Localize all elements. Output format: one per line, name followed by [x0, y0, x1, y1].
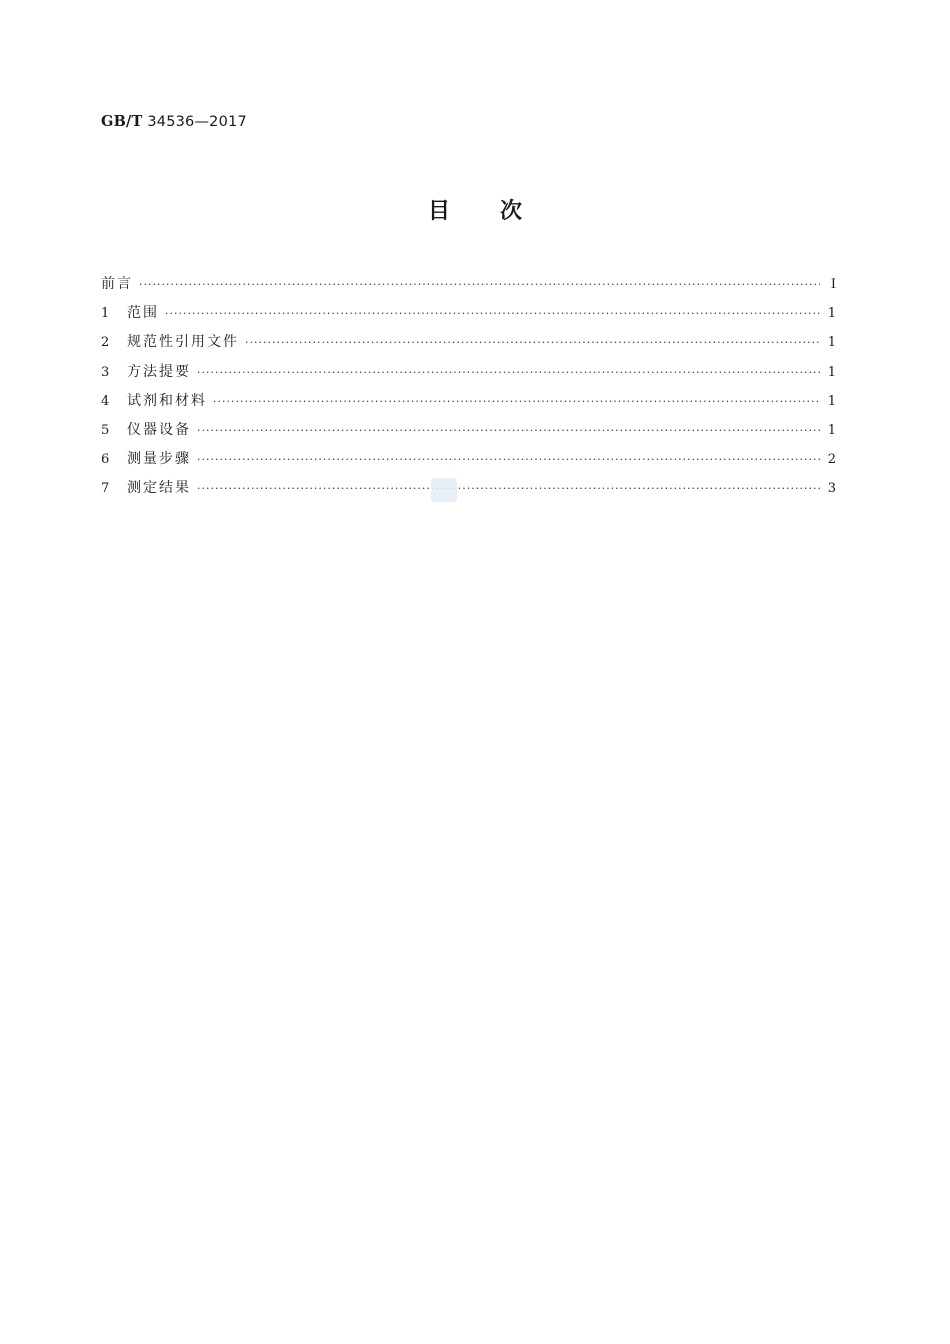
toc-entry-method-summary[interactable] [101, 358, 836, 387]
toc-entry-page: 1 [827, 364, 836, 380]
toc-entry-label: 测定结果 [127, 480, 191, 497]
toc-entry-apparatus[interactable] [101, 416, 836, 445]
toc-entry-number: 1 [101, 306, 110, 322]
toc-entry-page: Ⅰ [830, 277, 836, 292]
toc-entry-number: 3 [101, 364, 110, 380]
toc-entry-normative-references[interactable] [101, 328, 836, 357]
page-title-char-2: 次 [500, 199, 523, 224]
toc-entry-label: 仪器设备 [127, 421, 191, 438]
toc-dot-leader [213, 387, 820, 416]
toc-entry-page: 1 [827, 393, 836, 409]
page-title [0, 194, 950, 225]
toc-entry-label: 测量步骤 [127, 451, 191, 468]
toc-dot-leader [197, 416, 820, 445]
toc-entry-number: 6 [101, 452, 110, 468]
toc-entry-results[interactable] [101, 474, 836, 503]
toc-entry-page: 2 [827, 452, 836, 468]
toc-dot-leader [197, 474, 820, 503]
toc-entry-label: 方法提要 [127, 363, 191, 380]
toc-entry-number: 4 [101, 393, 110, 409]
toc-entry-label: 范围 [127, 305, 159, 322]
toc-entry-measurement-steps[interactable] [101, 445, 836, 474]
standard-code-prefix: GB/T [101, 113, 143, 130]
toc-entry-number: 2 [101, 335, 110, 351]
toc-entry-scope[interactable] [101, 299, 836, 328]
toc-entry-number: 7 [101, 481, 110, 497]
standard-code [101, 113, 247, 130]
watermark-logo-icon [431, 478, 457, 502]
table-of-contents [101, 270, 836, 504]
toc-dot-leader [197, 445, 820, 474]
toc-entry-page: 1 [827, 335, 836, 351]
standard-code-number: 34536—2017 [147, 114, 247, 130]
toc-entry-page: 1 [827, 306, 836, 322]
toc-dot-leader [197, 358, 820, 387]
toc-entry-label: 前言 [101, 276, 133, 292]
toc-entry-number: 5 [101, 422, 110, 438]
toc-dot-leader [245, 328, 820, 357]
page-title-char-1: 目 [427, 199, 450, 224]
toc-entry-page: 1 [827, 422, 836, 438]
toc-entry-foreword[interactable] [101, 270, 836, 299]
toc-entry-page: 3 [827, 481, 836, 497]
toc-entry-label: 规范性引用文件 [127, 334, 239, 351]
toc-entry-reagents-materials[interactable] [101, 387, 836, 416]
toc-entry-label: 试剂和材料 [127, 392, 207, 409]
toc-dot-leader [139, 270, 820, 299]
toc-dot-leader [165, 299, 820, 328]
